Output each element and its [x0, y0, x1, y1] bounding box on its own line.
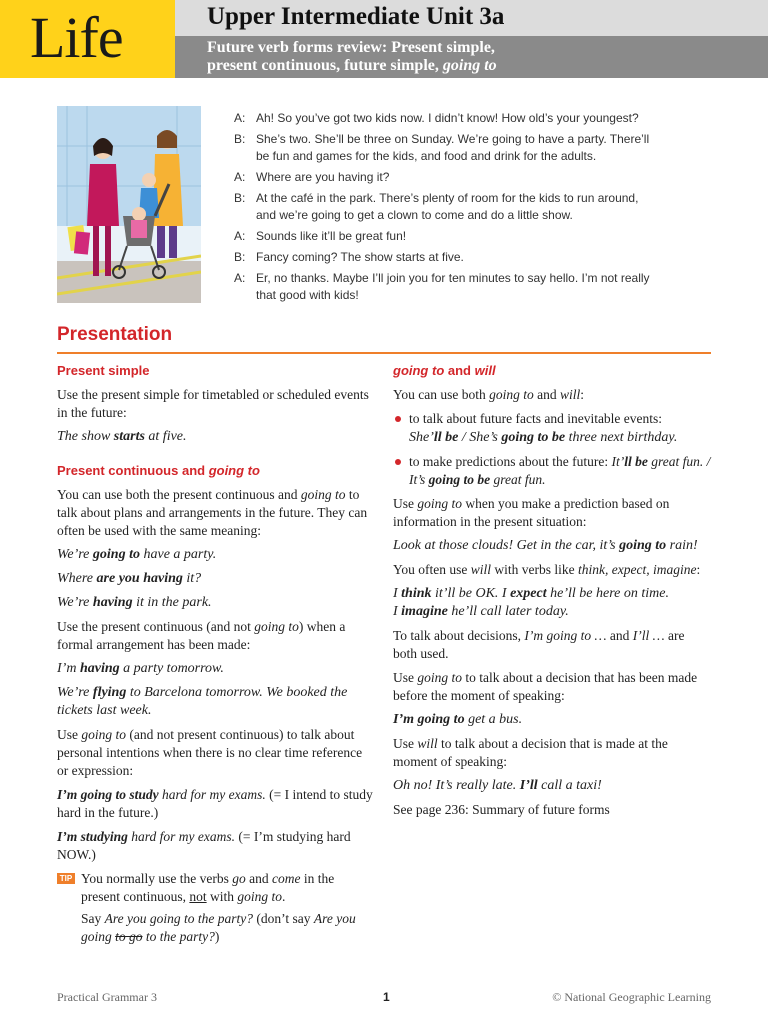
dialogue-speaker: A:	[234, 229, 246, 243]
heading-present-continuous: Present continuous and going to	[57, 463, 260, 478]
dialogue-line	[234, 169, 654, 186]
dialogue-line	[234, 249, 654, 266]
heading-going-to-will: going to and will	[393, 363, 496, 378]
decisions-text: To talk about decisions, I’m going to … and I’ll … are both used.	[393, 628, 685, 661]
page-title: Upper Intermediate Unit 3a	[207, 3, 505, 30]
prior-decision-text: Use going to to talk about a decision that has been made before the moment of speaking:	[393, 670, 698, 703]
logo-text: Life	[30, 5, 123, 70]
life-logo	[0, 0, 175, 78]
dialogue-speaker: A:	[234, 271, 246, 285]
bullet-dot	[395, 459, 401, 465]
think-expect-example: I think it’ll be OK. I expect he’ll be here on time.	[393, 586, 669, 601]
instant-decision-text: Use will to talk about a decision that is made at the moment of speaking:	[393, 736, 668, 769]
example-2: Where are you having it?	[57, 571, 202, 586]
clouds-example: Look at those clouds! Get in the car, it’s going to rain!	[393, 538, 698, 553]
see-page-reference: See page 236: Summary of future forms	[393, 802, 610, 817]
dialogue-speaker: B:	[234, 132, 246, 146]
dialogue-text: Er, no thanks. Maybe I’ll join you for ten minutes to say hello. I’m not really that good with kids!	[256, 271, 650, 302]
tip-example: Say Are you going to the party? (don’t say Are you going to go to the party?)	[81, 911, 356, 944]
dialogue-speaker: A:	[234, 111, 246, 125]
imagine-example: I imagine he’ll call later today.	[393, 604, 569, 619]
example-7: I’m studying hard for my exams. (= I’m studying hard NOW.)	[57, 829, 351, 862]
section-heading: Presentation	[57, 324, 173, 345]
bus-example: I’m going to get a bus.	[393, 712, 523, 727]
page-footer	[57, 990, 711, 1006]
intentions-text: Use going to (and not present continuous) to talk about personal intentions when there is no clear time reference or expression:	[57, 727, 363, 778]
dialogue-speaker: B:	[234, 250, 246, 264]
example-5: We’re flying to Barcelona tomorrow. We booked the tickets last week.	[57, 685, 348, 718]
taxi-example: Oh no! It’s really late. I’ll call a taxi!	[393, 778, 602, 793]
right-column	[393, 362, 711, 825]
formal-arrangement-text: Use the present continuous (and not going to) when a formal arrangement has been made:	[57, 619, 346, 652]
will-verbs-text: You often use will with verbs like think, expect, imagine:	[393, 562, 701, 577]
bullet-future-facts: to talk about future facts and inevitable events: She’ll be / She’s going to be three next birthday.	[393, 410, 711, 447]
section-divider	[57, 352, 711, 354]
present-continuous-text: You can use both the present continuous and going to to talk about plans and arrangements in the future. They can often be used with the same meaning:	[57, 487, 368, 538]
dialogue-line	[234, 228, 654, 245]
subtitle-line-1: Future verb forms review: Present simple,	[207, 39, 495, 56]
present-simple-example: The show starts at five.	[57, 429, 187, 444]
family-illustration	[57, 106, 201, 303]
tip-note: TIP You normally use the verbs go and come in the present continuous, not with going to.	[57, 870, 373, 906]
dialogue-text: She’s two. She’ll be three on Sunday. We’re going to have a party. There’ll be fun and games for the kids, and food and drink for the adults.	[256, 132, 650, 163]
dialogue-line	[234, 270, 654, 304]
example-4: I’m having a party tomorrow.	[57, 661, 224, 676]
subtitle-bar	[175, 36, 768, 78]
subtitle-line-2: present continuous, future simple,	[207, 57, 443, 74]
dialogue-text: Where are you having it?	[256, 170, 390, 184]
dialogue-speaker: A:	[234, 170, 246, 184]
dialogue-line	[234, 190, 654, 224]
tip-badge: TIP	[57, 873, 75, 884]
left-column	[57, 362, 373, 950]
going-to-will-intro: You can use both going to and will:	[393, 387, 585, 402]
page-subtitle	[207, 39, 497, 75]
dialogue	[234, 110, 654, 308]
dialogue-speaker: B:	[234, 191, 246, 205]
example-6: I’m going to study hard for my exams. (= I intend to study hard in the future.)	[57, 787, 373, 820]
bullet-predictions: to make predictions about the future: It’ll be great fun. / It’s going to be great fun.	[393, 453, 711, 489]
dialogue-text: Sounds like it’ll be great fun!	[256, 229, 407, 243]
dialogue-text: Fancy coming? The show starts at five.	[256, 250, 464, 264]
page-number: 1	[383, 990, 390, 1004]
page-header	[0, 0, 768, 78]
title-bar	[175, 0, 768, 36]
example-1: We’re going to have a party.	[57, 547, 217, 562]
dialogue-line	[234, 131, 654, 165]
prediction-evidence-text: Use going to when you make a prediction based on information in the present situation:	[393, 496, 670, 529]
dialogue-text: Ah! So you’ve got two kids now. I didn’t know! How old’s your youngest?	[256, 111, 639, 125]
footer-book-title: Practical Grammar 3	[57, 990, 157, 1004]
subtitle-going-to: going to	[442, 57, 497, 74]
dialogue-line	[234, 110, 654, 127]
bullet-dot	[395, 416, 401, 422]
footer-copyright: © National Geographic Learning	[552, 990, 711, 1004]
heading-present-simple: Present simple	[57, 363, 150, 378]
dialogue-text: At the café in the park. There’s plenty of room for the kids to run around, and we’re going to get a clown to come and do a little show.	[256, 191, 639, 222]
present-simple-text: Use the present simple for timetabled or scheduled events in the future:	[57, 387, 369, 420]
example-3: We’re having it in the park.	[57, 595, 212, 610]
